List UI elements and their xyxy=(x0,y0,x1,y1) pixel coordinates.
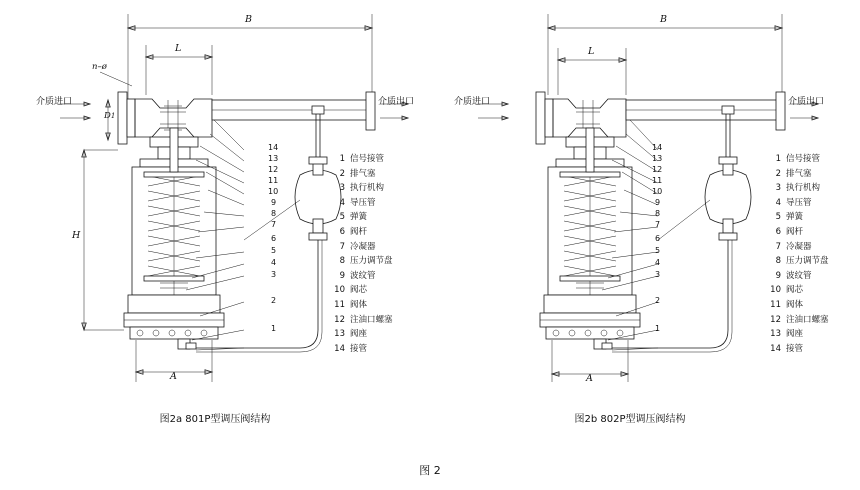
legend-num: 14 xyxy=(770,343,781,354)
legend-num: 9 xyxy=(775,270,781,281)
legend-num: 10 xyxy=(334,285,345,296)
legend-num: 12 xyxy=(334,314,345,325)
dim-label-A: A xyxy=(170,371,177,382)
legend-item xyxy=(332,269,393,284)
legend-item xyxy=(768,240,829,255)
legend-label: 排气塞 xyxy=(350,168,376,179)
dim-label-L: L xyxy=(175,43,182,54)
legend-num: 7 xyxy=(339,241,345,252)
callout-3-a: 3 xyxy=(271,270,277,279)
callout-2-b: 2 xyxy=(655,296,661,305)
legend-label: 阀体 xyxy=(350,299,368,310)
legend-item xyxy=(332,196,393,211)
dim-label-n-phi: n–ø xyxy=(92,62,107,72)
legend-num: 6 xyxy=(775,226,781,237)
inlet-label-b: 介质进口 xyxy=(454,97,491,107)
legend-num: 13 xyxy=(334,329,345,340)
legend-label: 弹簧 xyxy=(350,212,368,223)
legend-num: 2 xyxy=(775,168,781,179)
legend-item xyxy=(768,327,829,342)
callout-8-a: 8 xyxy=(271,209,277,218)
legend-num: 13 xyxy=(770,329,781,340)
legend-num: 14 xyxy=(334,343,345,354)
dim-label-B: B xyxy=(245,14,252,25)
legend-item xyxy=(768,225,829,240)
legend-item xyxy=(332,167,393,182)
legend-label: 波纹管 xyxy=(786,270,812,281)
callout-5-a: 5 xyxy=(271,246,277,255)
legend-label: 压力调节盘 xyxy=(786,256,829,267)
legend-num: 7 xyxy=(775,241,781,252)
legend-item xyxy=(768,283,829,298)
legend-item xyxy=(768,167,829,182)
callout-7-a: 7 xyxy=(271,220,277,229)
legend-num: 11 xyxy=(334,299,345,310)
callout-5-b: 5 xyxy=(655,246,661,255)
callout-14-b: 14 xyxy=(652,143,663,152)
legend-num: 4 xyxy=(339,197,345,208)
legend-item xyxy=(768,342,829,357)
callout-14-a: 14 xyxy=(268,143,279,152)
legend-num: 10 xyxy=(770,285,781,296)
callout-4-a: 4 xyxy=(271,258,277,267)
legend-num: 5 xyxy=(339,212,345,223)
legend-num: 5 xyxy=(775,212,781,223)
legend-num: 8 xyxy=(339,256,345,267)
legend-label: 执行机构 xyxy=(786,183,821,194)
legend-item xyxy=(768,269,829,284)
legend-num: 12 xyxy=(770,314,781,325)
callout-13-b: 13 xyxy=(652,154,663,163)
callout-11-b: 11 xyxy=(652,176,663,185)
legend-item xyxy=(332,225,393,240)
legend-label: 阀杆 xyxy=(350,226,368,237)
legend-num: 11 xyxy=(770,299,781,310)
legend-label: 冷凝器 xyxy=(786,241,812,252)
inlet-label-a: 介质进口 xyxy=(36,97,73,107)
legend-label: 阀座 xyxy=(350,329,368,340)
legend-item xyxy=(332,181,393,196)
legend-label: 冷凝器 xyxy=(350,241,376,252)
callout-1-a: 1 xyxy=(271,324,277,333)
caption-801p: 图2a 801P型调压阀结构 xyxy=(159,414,271,425)
callout-10-a: 10 xyxy=(268,187,279,196)
legend-item xyxy=(768,181,829,196)
legend-801p xyxy=(332,152,393,356)
callout-7-b: 7 xyxy=(655,220,661,229)
legend-label: 阀芯 xyxy=(350,285,368,296)
legend-item xyxy=(768,298,829,313)
legend-label: 阀座 xyxy=(786,329,804,340)
legend-item xyxy=(768,152,829,167)
legend-num: 3 xyxy=(339,183,345,194)
legend-label: 波纹管 xyxy=(350,270,376,281)
callout-9-a: 9 xyxy=(271,198,277,207)
panel-802p xyxy=(430,0,860,440)
figure-caption: 图 2 xyxy=(419,464,441,477)
legend-num: 1 xyxy=(775,154,781,164)
callout-13-a: 13 xyxy=(268,154,279,163)
legend-label: 注油口螺塞 xyxy=(350,314,393,325)
dim-label-D1: D1 xyxy=(104,111,116,121)
callout-9-b: 9 xyxy=(655,198,661,207)
dim-label-H: H xyxy=(72,230,81,241)
callout-6-b: 6 xyxy=(655,234,661,243)
legend-item xyxy=(332,298,393,313)
legend-item xyxy=(332,210,393,225)
legend-num: 2 xyxy=(339,168,345,179)
legend-item xyxy=(768,254,829,269)
legend-label: 执行机构 xyxy=(350,183,385,194)
legend-num: 1 xyxy=(339,154,345,164)
legend-802p xyxy=(768,152,829,356)
dim-label-L-b: L xyxy=(588,46,595,57)
legend-item xyxy=(768,210,829,225)
legend-label: 排气塞 xyxy=(786,168,812,179)
dim-label-B-b: B xyxy=(660,14,667,25)
legend-label: 接管 xyxy=(350,343,368,354)
callout-11-a: 11 xyxy=(268,176,279,185)
callout-4-b: 4 xyxy=(655,258,661,267)
legend-label: 接管 xyxy=(786,343,804,354)
callout-8-b: 8 xyxy=(655,209,661,218)
legend-num: 4 xyxy=(775,197,781,208)
dim-label-A-b: A xyxy=(586,373,593,384)
legend-item xyxy=(332,313,393,328)
legend-num: 9 xyxy=(339,270,345,281)
legend-item xyxy=(332,240,393,255)
legend-label: 导压管 xyxy=(786,197,812,208)
legend-label: 压力调节盘 xyxy=(350,256,393,267)
callout-3-b: 3 xyxy=(655,270,661,279)
legend-label: 弹簧 xyxy=(786,212,804,223)
caption-802p: 图2b 802P型调压阀结构 xyxy=(574,414,686,425)
legend-item xyxy=(332,254,393,269)
legend-num: 3 xyxy=(775,183,781,194)
legend-label: 信号接管 xyxy=(350,154,385,164)
callout-12-b: 12 xyxy=(652,165,663,174)
legend-item xyxy=(332,342,393,357)
legend-label: 阀体 xyxy=(786,299,804,310)
callout-6-a: 6 xyxy=(271,234,277,243)
legend-item xyxy=(332,152,393,167)
legend-label: 阀芯 xyxy=(786,285,804,296)
legend-label: 阀杆 xyxy=(786,226,804,237)
outlet-label-b: 介质出口 xyxy=(788,97,825,107)
legend-label: 导压管 xyxy=(350,197,376,208)
outlet-label-a: 介质出口 xyxy=(378,97,415,107)
panel-801p xyxy=(0,0,430,440)
callout-10-b: 10 xyxy=(652,187,663,196)
callout-1-b: 1 xyxy=(655,324,661,333)
legend-num: 8 xyxy=(775,256,781,267)
legend-label: 注油口螺塞 xyxy=(786,314,829,325)
callout-2-a: 2 xyxy=(271,296,277,305)
callout-12-a: 12 xyxy=(268,165,279,174)
legend-label: 信号接管 xyxy=(786,154,821,164)
legend-item xyxy=(768,196,829,211)
legend-num: 6 xyxy=(339,226,345,237)
legend-item xyxy=(332,283,393,298)
legend-item xyxy=(768,313,829,328)
legend-item xyxy=(332,327,393,342)
